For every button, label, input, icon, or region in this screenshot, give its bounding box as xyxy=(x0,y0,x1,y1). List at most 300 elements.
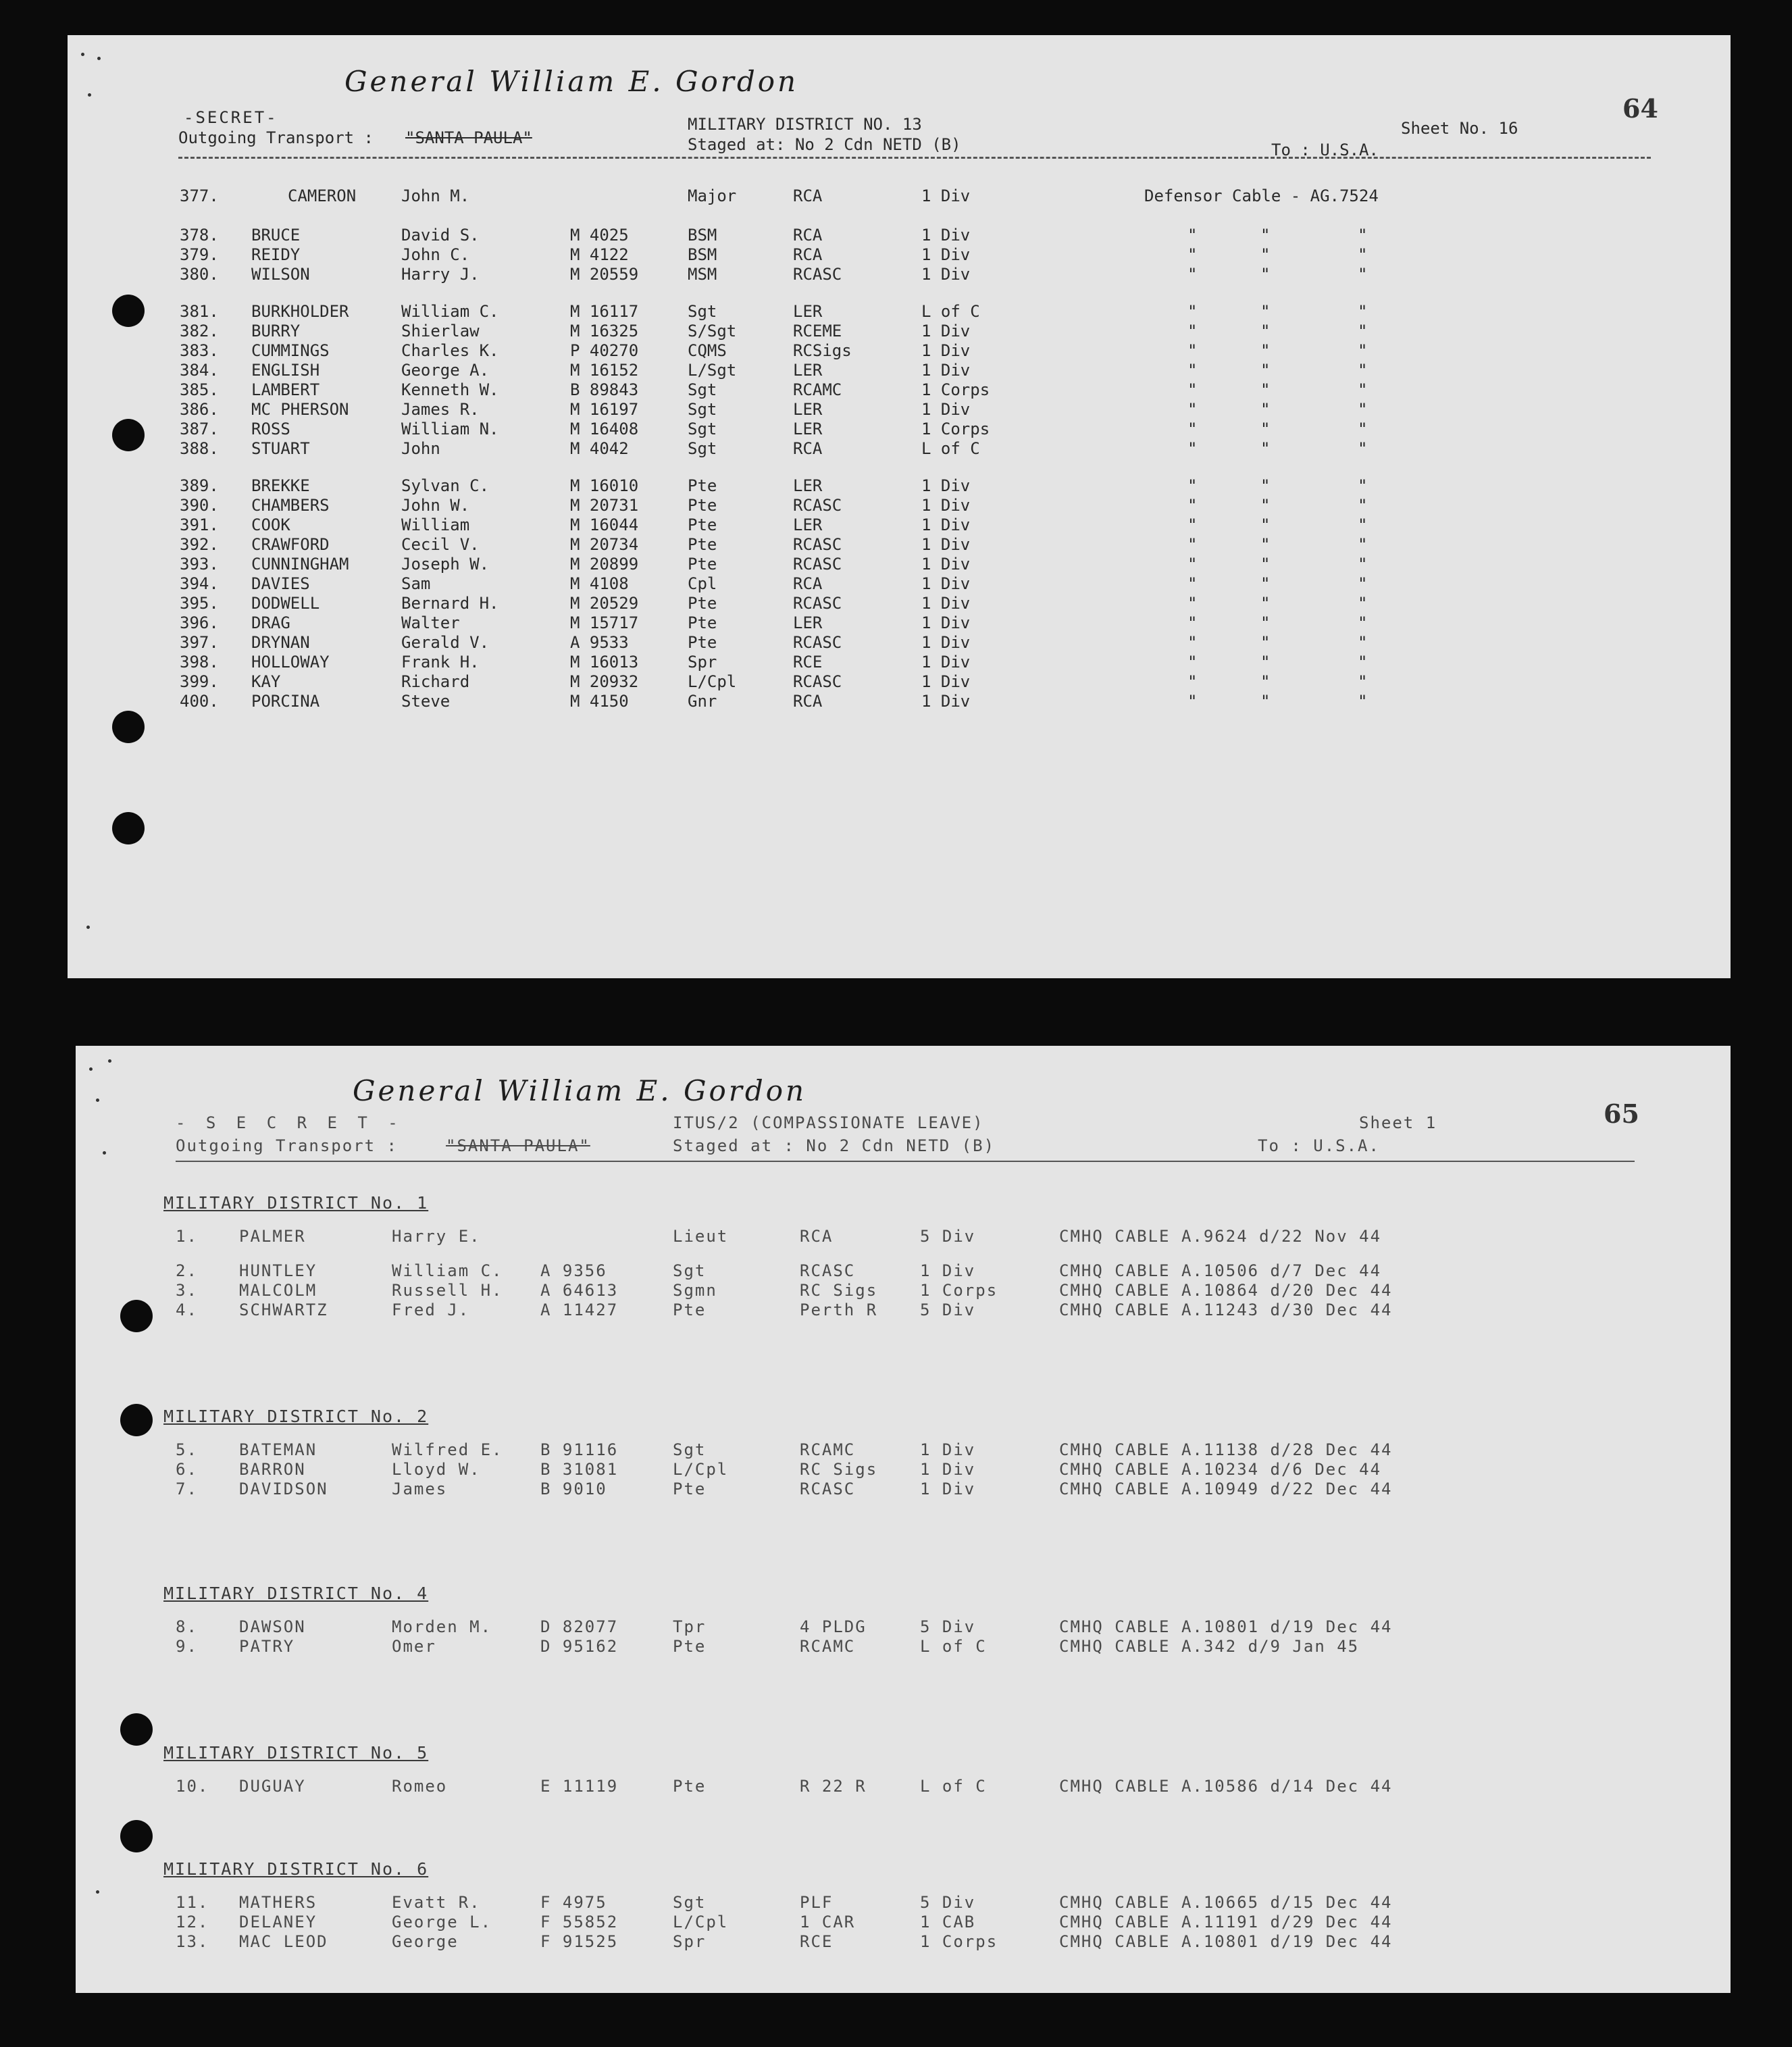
remark: Defensor Cable - AG.7524 xyxy=(1144,186,1379,205)
rank: MSM xyxy=(688,265,717,284)
regimental-number: M 20529 xyxy=(570,594,639,613)
given-names: Harry J. xyxy=(401,265,480,284)
district-heading: MILITARY DISTRICT No. 2 xyxy=(163,1407,429,1426)
secret-marking: -SECRET- xyxy=(184,108,278,127)
surname: DUGUAY xyxy=(239,1777,306,1796)
serial-no: 378. xyxy=(180,226,219,245)
regimental-number: M 16197 xyxy=(570,400,639,419)
surname: MALCOLM xyxy=(239,1281,317,1300)
unit: RCA xyxy=(800,1227,834,1246)
ditto-mark: " xyxy=(1260,226,1271,245)
ditto-mark: " xyxy=(1260,515,1271,534)
serial-no: 9. xyxy=(176,1637,198,1656)
punch-hole xyxy=(120,1300,153,1332)
ditto-mark: " xyxy=(1187,245,1198,264)
surname: LAMBERT xyxy=(251,380,320,399)
ditto-mark: " xyxy=(1187,672,1198,691)
rank: Spr xyxy=(673,1932,707,1951)
header-rule xyxy=(176,1161,1635,1162)
regimental-number: M 20734 xyxy=(570,535,639,554)
staged-at: Staged at: No 2 Cdn NETD (B) xyxy=(688,135,961,154)
serial-no: 380. xyxy=(180,265,219,284)
rank: Pte xyxy=(688,613,717,632)
given-names: William C. xyxy=(401,302,499,321)
serial-no: 384. xyxy=(180,361,219,380)
unit: RC Sigs xyxy=(800,1460,878,1479)
serial-no: 11. xyxy=(176,1893,209,1912)
remark: CMHQ CABLE A.11191 d/29 Dec 44 xyxy=(1059,1913,1393,1931)
formation: 1 Corps xyxy=(921,380,990,399)
rank: Sgt xyxy=(688,380,717,399)
serial-no: 400. xyxy=(180,692,219,711)
formation: 5 Div xyxy=(920,1227,976,1246)
remark: CMHQ CABLE A.10665 d/15 Dec 44 xyxy=(1059,1893,1393,1912)
ditto-mark: " xyxy=(1187,341,1198,360)
given-names: George L. xyxy=(392,1913,492,1931)
transport-name: "SANTA PAULA" xyxy=(405,128,532,147)
rank: BSM xyxy=(688,226,717,245)
formation: 5 Div xyxy=(920,1893,976,1912)
formation: 1 Div xyxy=(921,555,971,574)
regimental-number: M 16408 xyxy=(570,420,639,438)
surname: DAVIDSON xyxy=(239,1480,328,1498)
remark: CMHQ CABLE A.11243 d/30 Dec 44 xyxy=(1059,1300,1393,1319)
formation: 1 Div xyxy=(921,594,971,613)
serial-no: 5. xyxy=(176,1440,198,1459)
formation: 1 Div xyxy=(921,653,971,672)
district-heading: MILITARY DISTRICT No. 5 xyxy=(163,1743,429,1763)
given-names: Shierlaw xyxy=(401,322,480,340)
surname: MC PHERSON xyxy=(251,400,349,419)
ditto-mark: " xyxy=(1187,476,1198,495)
punch-hole xyxy=(112,419,145,451)
surname: ROSS xyxy=(251,420,290,438)
regimental-number: M 4042 xyxy=(570,439,629,458)
page-number: 64 xyxy=(1622,93,1658,124)
serial-no: 8. xyxy=(176,1617,198,1636)
header-rule xyxy=(178,157,1651,159)
regimental-number: M 20899 xyxy=(570,555,639,574)
surname: PALMER xyxy=(239,1227,306,1246)
rank: Gnr xyxy=(688,692,717,711)
unit: RCA xyxy=(793,245,823,264)
given-names: Frank H. xyxy=(401,653,480,672)
sheet-number: Sheet 1 xyxy=(1359,1113,1437,1132)
serial-no: 399. xyxy=(180,672,219,691)
nominal-roll-sheet-16 xyxy=(68,35,1731,978)
given-names: John W. xyxy=(401,496,470,515)
remark: CMHQ CABLE A.10234 d/6 Dec 44 xyxy=(1059,1460,1382,1479)
district-heading: MILITARY DISTRICT No. 6 xyxy=(163,1859,429,1879)
unit: RCASC xyxy=(793,633,842,652)
formation: 1 Div xyxy=(921,226,971,245)
serial-no: 10. xyxy=(176,1777,209,1796)
ditto-mark: " xyxy=(1358,692,1368,711)
serial-no: 382. xyxy=(180,322,219,340)
given-names: William xyxy=(401,515,470,534)
ditto-mark: " xyxy=(1358,439,1368,458)
surname: BURRY xyxy=(251,322,301,340)
given-names: Joseph W. xyxy=(401,555,490,574)
given-names: Cecil V. xyxy=(401,535,480,554)
given-names: James R. xyxy=(401,400,480,419)
surname: STUART xyxy=(251,439,310,458)
regimental-number: M 16152 xyxy=(570,361,639,380)
rank: Sgt xyxy=(673,1261,707,1280)
surname: HOLLOWAY xyxy=(251,653,330,672)
ditto-mark: " xyxy=(1358,226,1368,245)
serial-no: 395. xyxy=(180,594,219,613)
sheet-number: Sheet No. 16 xyxy=(1401,119,1518,138)
rank: Pte xyxy=(673,1300,707,1319)
district-heading: MILITARY DISTRICT No. 4 xyxy=(163,1584,429,1603)
given-names: Evatt R. xyxy=(392,1893,481,1912)
ditto-mark: " xyxy=(1187,302,1198,321)
serial-no: 394. xyxy=(180,574,219,593)
unit: RCASC xyxy=(800,1261,856,1280)
regimental-number: M 16013 xyxy=(570,653,639,672)
rank: Pte xyxy=(673,1777,707,1796)
remark: CMHQ CABLE A.10586 d/14 Dec 44 xyxy=(1059,1777,1393,1796)
surname: COOK xyxy=(251,515,290,534)
unit: RCA xyxy=(793,226,823,245)
serial-no: 398. xyxy=(180,653,219,672)
formation: 1 Div xyxy=(921,265,971,284)
ditto-mark: " xyxy=(1260,245,1271,264)
unit: LER xyxy=(793,515,823,534)
secret-marking: - S E C R E T - xyxy=(176,1113,403,1132)
remark: CMHQ CABLE A.10864 d/20 Dec 44 xyxy=(1059,1281,1393,1300)
serial-no: 377. xyxy=(180,186,219,205)
surname: CRAWFORD xyxy=(251,535,330,554)
given-names: George A. xyxy=(401,361,490,380)
given-names: David S. xyxy=(401,226,480,245)
given-names: Charles K. xyxy=(401,341,499,360)
regimental-number: M 4150 xyxy=(570,692,629,711)
formation: 1 Div xyxy=(920,1460,976,1479)
unit: RCAMC xyxy=(793,380,842,399)
rank: Sgt xyxy=(673,1893,707,1912)
given-names: Romeo xyxy=(392,1777,448,1796)
given-names: Walter xyxy=(401,613,460,632)
unit: R 22 R xyxy=(800,1777,867,1796)
formation: 1 Div xyxy=(921,322,971,340)
ditto-mark: " xyxy=(1260,302,1271,321)
formation: 1 Corps xyxy=(921,420,990,438)
regimental-number: B 31081 xyxy=(540,1460,619,1479)
formation: L of C xyxy=(920,1777,987,1796)
punch-hole xyxy=(112,812,145,844)
ditto-mark: " xyxy=(1358,302,1368,321)
unit: LER xyxy=(793,613,823,632)
ditto-mark: " xyxy=(1358,535,1368,554)
unit: RCA xyxy=(793,692,823,711)
formation: 1 Div xyxy=(920,1480,976,1498)
unit: LER xyxy=(793,361,823,380)
unit: RCASC xyxy=(793,594,842,613)
regimental-number: F 91525 xyxy=(540,1932,619,1951)
regimental-number: M 4108 xyxy=(570,574,629,593)
serial-no: 391. xyxy=(180,515,219,534)
serial-no: 387. xyxy=(180,420,219,438)
ditto-mark: " xyxy=(1187,574,1198,593)
surname: DRYNAN xyxy=(251,633,310,652)
given-names: John M. xyxy=(401,186,470,205)
regimental-number: M 16117 xyxy=(570,302,639,321)
unit: RCEME xyxy=(793,322,842,340)
punch-hole xyxy=(112,711,145,743)
ditto-mark: " xyxy=(1187,400,1198,419)
formation: L of C xyxy=(921,439,980,458)
ditto-mark: " xyxy=(1187,439,1198,458)
remark: CMHQ CABLE A.10506 d/7 Dec 44 xyxy=(1059,1261,1382,1280)
ditto-mark: " xyxy=(1187,380,1198,399)
surname: PORCINA xyxy=(251,692,320,711)
ditto-mark: " xyxy=(1187,496,1198,515)
ditto-mark: " xyxy=(1260,692,1271,711)
transport-label: Outgoing Transport : xyxy=(176,1136,398,1155)
formation: 1 Div xyxy=(920,1261,976,1280)
given-names: Lloyd W. xyxy=(392,1460,481,1479)
unit: RC Sigs xyxy=(800,1281,878,1300)
given-names: Richard xyxy=(401,672,470,691)
ditto-mark: " xyxy=(1187,361,1198,380)
serial-no: 381. xyxy=(180,302,219,321)
formation: L of C xyxy=(920,1637,987,1656)
given-names: Morden M. xyxy=(392,1617,492,1636)
serial-no: 389. xyxy=(180,476,219,495)
regimental-number: M 16044 xyxy=(570,515,639,534)
formation: 1 Div xyxy=(921,341,971,360)
given-names: Sylvan C. xyxy=(401,476,490,495)
rank: Sgt xyxy=(688,439,717,458)
formation: 1 Div xyxy=(921,400,971,419)
ditto-mark: " xyxy=(1260,594,1271,613)
ditto-mark: " xyxy=(1187,594,1198,613)
destination: To : U.S.A. xyxy=(1271,141,1379,159)
ditto-mark: " xyxy=(1358,400,1368,419)
nominal-roll-compassionate-sheet-1 xyxy=(76,1046,1731,1993)
punch-hole xyxy=(120,1713,153,1746)
surname: MAC LEOD xyxy=(239,1932,328,1951)
regimental-number: A 64613 xyxy=(540,1281,619,1300)
rank: Pte xyxy=(673,1480,707,1498)
surname: CHAMBERS xyxy=(251,496,330,515)
itus-heading: ITUS/2 (COMPASSIONATE LEAVE) xyxy=(673,1113,984,1132)
rank: L/Cpl xyxy=(673,1460,729,1479)
ditto-mark: " xyxy=(1260,420,1271,438)
rank: L/Cpl xyxy=(688,672,737,691)
rank: Pte xyxy=(688,555,717,574)
given-names: John xyxy=(401,439,440,458)
ditto-mark: " xyxy=(1358,245,1368,264)
surname: BATEMAN xyxy=(239,1440,317,1459)
given-names: Russell H. xyxy=(392,1281,503,1300)
ditto-mark: " xyxy=(1358,672,1368,691)
serial-no: 7. xyxy=(176,1480,198,1498)
ditto-mark: " xyxy=(1187,535,1198,554)
unit: RCASC xyxy=(793,535,842,554)
formation: L of C xyxy=(921,302,980,321)
serial-no: 393. xyxy=(180,555,219,574)
regimental-number: A 9356 xyxy=(540,1261,607,1280)
regimental-number: M 20559 xyxy=(570,265,639,284)
surname: BRUCE xyxy=(251,226,301,245)
serial-no: 388. xyxy=(180,439,219,458)
serial-no: 397. xyxy=(180,633,219,652)
surname: DRAG xyxy=(251,613,290,632)
unit: RCASC xyxy=(793,265,842,284)
regimental-number: E 11119 xyxy=(540,1777,619,1796)
rank: Pte xyxy=(688,633,717,652)
formation: 1 Div xyxy=(921,476,971,495)
punch-hole xyxy=(112,295,145,327)
rank: Cpl xyxy=(688,574,717,593)
serial-no: 385. xyxy=(180,380,219,399)
given-names: Harry E. xyxy=(392,1227,481,1246)
ditto-mark: " xyxy=(1260,265,1271,284)
ditto-mark: " xyxy=(1358,380,1368,399)
regimental-number: M 20731 xyxy=(570,496,639,515)
ditto-mark: " xyxy=(1260,400,1271,419)
regimental-number: A 11427 xyxy=(540,1300,619,1319)
given-names: Omer xyxy=(392,1637,436,1656)
given-names: Fred J. xyxy=(392,1300,470,1319)
remark: CMHQ CABLE A.10801 d/19 Dec 44 xyxy=(1059,1932,1393,1951)
unit: RCE xyxy=(793,653,823,672)
rank: BSM xyxy=(688,245,717,264)
regimental-number: M 16010 xyxy=(570,476,639,495)
ditto-mark: " xyxy=(1358,361,1368,380)
district-heading: MILITARY DISTRICT NO. 13 xyxy=(688,115,922,134)
rank: Major xyxy=(688,186,737,205)
ditto-mark: " xyxy=(1187,226,1198,245)
unit: LER xyxy=(793,420,823,438)
surname: DAWSON xyxy=(239,1617,306,1636)
serial-no: 12. xyxy=(176,1913,209,1931)
ditto-mark: " xyxy=(1187,265,1198,284)
surname: REIDY xyxy=(251,245,301,264)
surname: HUNTLEY xyxy=(239,1261,317,1280)
unit: RCASC xyxy=(793,496,842,515)
ditto-mark: " xyxy=(1260,380,1271,399)
formation: 1 Div xyxy=(921,245,971,264)
ditto-mark: " xyxy=(1260,555,1271,574)
unit: RCAMC xyxy=(800,1637,856,1656)
unit: RCASC xyxy=(800,1480,856,1498)
regimental-number: F 55852 xyxy=(540,1913,619,1931)
rank: Sgt xyxy=(688,400,717,419)
rank: Sgt xyxy=(688,420,717,438)
formation: 1 Div xyxy=(921,692,971,711)
formation: 1 Div xyxy=(921,186,971,205)
surname: SCHWARTZ xyxy=(239,1300,328,1319)
surname: PATRY xyxy=(239,1637,295,1656)
unit: RCASC xyxy=(793,672,842,691)
unit: RCA xyxy=(793,186,823,205)
ditto-mark: " xyxy=(1260,613,1271,632)
ditto-mark: " xyxy=(1187,420,1198,438)
formation: 1 Div xyxy=(921,672,971,691)
ditto-mark: " xyxy=(1260,672,1271,691)
ditto-mark: " xyxy=(1260,574,1271,593)
serial-no: 6. xyxy=(176,1460,198,1479)
ditto-mark: " xyxy=(1358,574,1368,593)
ditto-mark: " xyxy=(1260,322,1271,340)
formation: 1 Corps xyxy=(920,1281,998,1300)
serial-no: 392. xyxy=(180,535,219,554)
serial-no: 386. xyxy=(180,400,219,419)
ditto-mark: " xyxy=(1187,555,1198,574)
regimental-number: B 89843 xyxy=(570,380,639,399)
formation: 1 Div xyxy=(921,496,971,515)
punch-hole xyxy=(120,1820,153,1852)
rank: Pte xyxy=(688,594,717,613)
formation: 5 Div xyxy=(920,1300,976,1319)
ditto-mark: " xyxy=(1187,515,1198,534)
surname: BURKHOLDER xyxy=(251,302,349,321)
ditto-mark: " xyxy=(1358,322,1368,340)
rank: Tpr xyxy=(673,1617,707,1636)
surname: KAY xyxy=(251,672,281,691)
ditto-mark: " xyxy=(1187,633,1198,652)
formation: 1 Div xyxy=(921,535,971,554)
given-names: Bernard H. xyxy=(401,594,499,613)
ditto-mark: " xyxy=(1187,613,1198,632)
given-names: Wilfred E. xyxy=(392,1440,503,1459)
formation: 1 CAB xyxy=(920,1913,976,1931)
regimental-number: A 9533 xyxy=(570,633,629,652)
surname: ENGLISH xyxy=(251,361,320,380)
serial-no: 379. xyxy=(180,245,219,264)
regimental-number: P 40270 xyxy=(570,341,639,360)
rank: L/Sgt xyxy=(688,361,737,380)
rank: Pte xyxy=(688,496,717,515)
ditto-mark: " xyxy=(1260,439,1271,458)
ditto-mark: " xyxy=(1260,496,1271,515)
serial-no: 4. xyxy=(176,1300,198,1319)
regimental-number: M 4025 xyxy=(570,226,629,245)
surname: CAMERON xyxy=(288,186,357,205)
ditto-mark: " xyxy=(1187,322,1198,340)
regimental-number: F 4975 xyxy=(540,1893,607,1912)
unit: 1 CAR xyxy=(800,1913,856,1931)
regimental-number: M 20932 xyxy=(570,672,639,691)
formation: 1 Div xyxy=(921,613,971,632)
surname: BREKKE xyxy=(251,476,310,495)
rank: L/Cpl xyxy=(673,1913,729,1931)
regimental-number: B 9010 xyxy=(540,1480,607,1498)
surname: CUMMINGS xyxy=(251,341,330,360)
serial-no: 383. xyxy=(180,341,219,360)
unit: LER xyxy=(793,476,823,495)
ditto-mark: " xyxy=(1358,496,1368,515)
rank: Spr xyxy=(688,653,717,672)
rank: Sgt xyxy=(688,302,717,321)
ditto-mark: " xyxy=(1358,515,1368,534)
ditto-mark: " xyxy=(1260,535,1271,554)
given-names: George xyxy=(392,1932,459,1951)
given-names: William N. xyxy=(401,420,499,438)
given-names: James xyxy=(392,1480,448,1498)
staged-at: Staged at : No 2 Cdn NETD (B) xyxy=(673,1136,996,1155)
remark: CMHQ CABLE A.11138 d/28 Dec 44 xyxy=(1059,1440,1393,1459)
serial-no: 13. xyxy=(176,1932,209,1951)
surname: BARRON xyxy=(239,1460,306,1479)
surname: CUNNINGHAM xyxy=(251,555,349,574)
punch-hole xyxy=(120,1404,153,1436)
ditto-mark: " xyxy=(1358,420,1368,438)
